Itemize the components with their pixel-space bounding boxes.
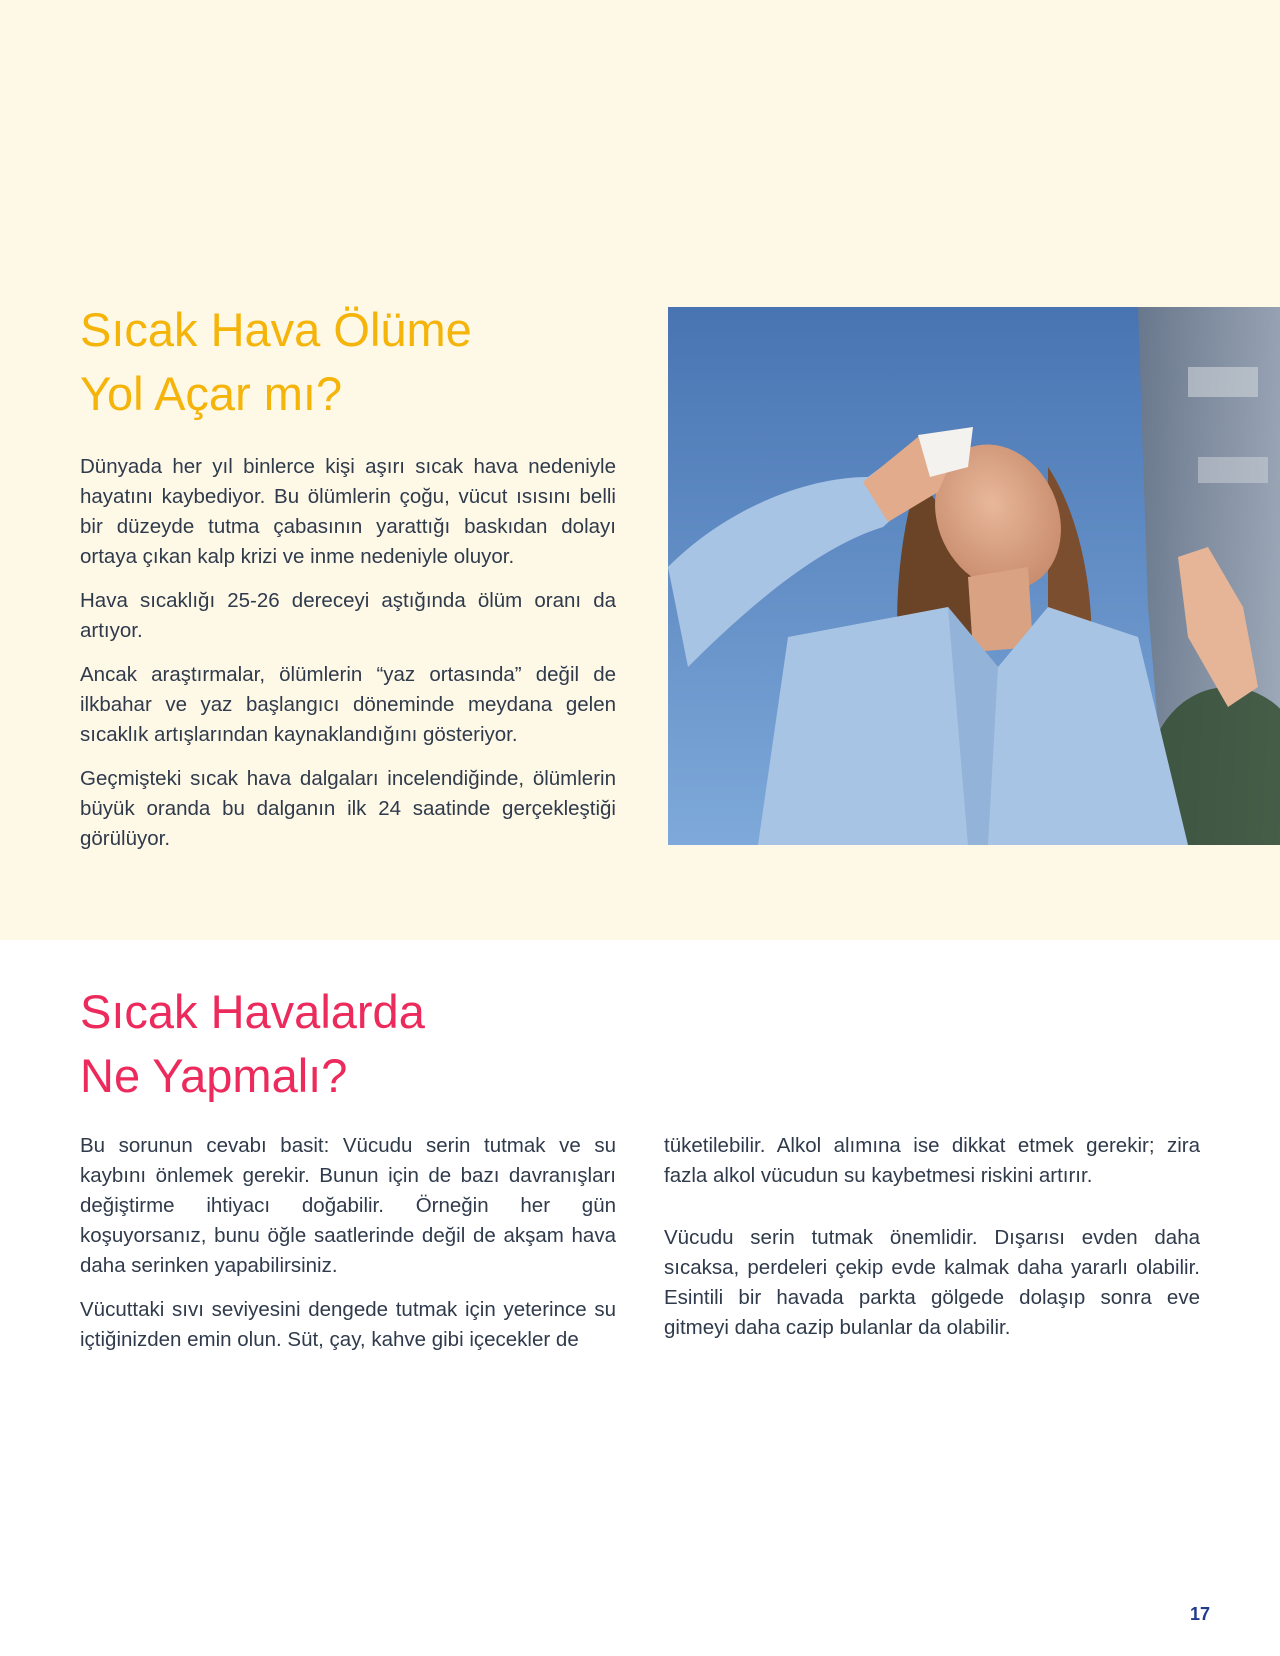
page-number: 17 (1189, 1604, 1210, 1624)
heading-line-2: Yol Açar mı? (80, 367, 343, 420)
paragraph: Ancak araştırmalar, ölümlerin “yaz ortasında” değil de ilkbahar ve yaz başlangıcı döneminde meydana gelen sıcaklık artışlarından kaynaklandığını gösteriyor. (80, 663, 616, 746)
paragraph: Hava sıcaklığı 25-26 dereceyi aştığında ölüm oranı da artıyor. (80, 589, 616, 642)
advice-left-column (80, 1131, 616, 1369)
intro-text-column (80, 452, 616, 868)
paragraph: tüketilebilir. Alkol alımına ise dikkat etmek gerekir; zira fazla alkol vücudun su kaybetmesi riskini artırır. (664, 1134, 1200, 1187)
paragraph: Dünyada her yıl binlerce kişi aşırı sıcak hava nedeniyle hayatını kaybediyor. Bu ölümlerin çoğu, vücut ısısını belli bir düzeyde tutma çabasının yarattığı baskıdan dolayı ortaya çıkan kalp krizi ve inme nedeniyle oluyor. (80, 455, 616, 568)
paragraph: Vücudu serin tutmak önemlidir. Dışarısı evden daha sıcaksa, perdeleri çekip evde kalmak daha yararlı olabilir. Esintili bir havada parkta gölgede dolaşıp sonra eve gitmeyi daha cazip bulanlar da olabilir. (664, 1226, 1200, 1339)
paragraph: Vücuttaki sıvı seviyesini dengede tutmak için yeterince su içtiğinizden emin olun. Süt, çay, kahve gibi içecekler de (80, 1298, 616, 1351)
heading-line-1: Sıcak Hava Ölüme (80, 303, 472, 356)
section-heading-what-to-do (80, 980, 640, 1108)
heading-line-2: Ne Yapmalı? (80, 1049, 348, 1102)
advice-right-column (664, 1131, 1200, 1357)
woman-in-sun-photo (668, 307, 1280, 845)
heading-line-1: Sıcak Havalarda (80, 985, 425, 1038)
paragraph: Bu sorunun cevabı basit: Vücudu serin tutmak ve su kaybını önlemek gerekir. Bunun için de bazı davranışları değiştirme ihtiyacı doğabilir. Örneğin her gün koşuyorsanız, bunu öğle saatlerinde değil de akşam hava daha serinken yapabilirsiniz. (80, 1134, 616, 1277)
paragraph: Geçmişteki sıcak hava dalgaları incelendiğinde, ölümlerin büyük oranda bu dalganın ilk 24 saatinde gerçekleştiği görülüyor. (80, 767, 616, 850)
section-heading-heat-death (80, 298, 640, 426)
